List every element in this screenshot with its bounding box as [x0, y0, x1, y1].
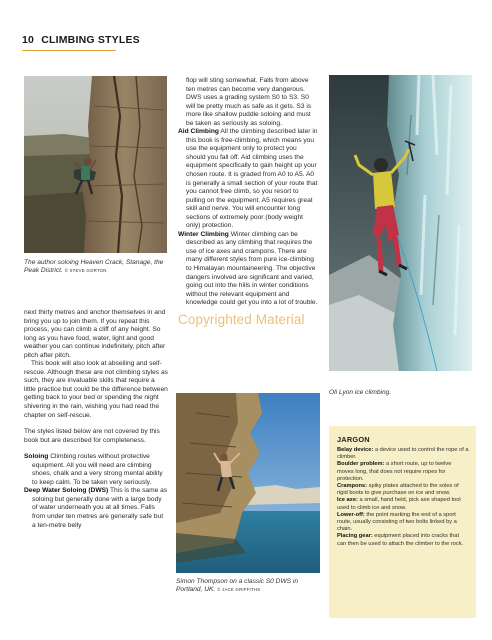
col1-paragraph-3: The styles listed below are not covered by this book but are described for completeness.: [24, 428, 160, 444]
photo-dws: [176, 393, 320, 573]
photo-stanage-image: [24, 76, 167, 253]
definition-winter-climbing: Winter Climbing Winter climbing can be described as any climbing that requires the use of ice axes and crampons. There are many different styles from pure ice-climbing to Himalayan mountaineering. The objective dangers involved are significant and varied, going out into the hills in winter conditions without the relevant equipment and knowledge could get you into a lot of trouble.: [178, 230, 318, 307]
jargon-box: [329, 426, 476, 618]
definition-aid-climbing: Aid Climbing All the climbing described later in this book is free-climbing, which means you use the equipment only to protect you should you fall off. Aid climbing uses the equipment specifically to gain height up your chosen route. It is graded from A0 to A5. A0 is generally a small section of your route that you cannot free climb, so you resort to pulling on the equipment. A5 requires great skill and nerve. You will encounter long sections of extremely poor (body weight only) protection.: [178, 128, 318, 230]
jargon-title: JARGON: [337, 435, 370, 444]
col2-dws-continued: flop will sting somewhat. Falls from above ten metres can become very dangerous. DWS uses a grading system S0 to S3. S0 will be pretty much as safe as it gets. S3 is more like shallow puddle soloing and must be taken as seriously as soloing.: [186, 77, 312, 127]
photo-stanage: [24, 76, 167, 253]
term-soloing: Soloing: [24, 453, 49, 461]
caption-dws-credit: © JACK GRIFFITHS: [217, 587, 261, 593]
jargon-entry: Lower-off: the point marking the end of a sport route, usually consisting of two bolts linked by a chain.: [337, 511, 457, 533]
term-aid-climbing: Aid Climbing: [178, 128, 219, 136]
col1-paragraph-2: This book will also look at abseiling and self-rescue. Although these are not climbing styles as such, they are invaluable skills that require a little practice but could be the difference between getting back to your bed or spending the night shivering in the rain, wishing you had read the chapter on self-rescue.: [24, 360, 168, 419]
photo-ice-climbing: [329, 75, 472, 371]
caption-stanage-credit: © STEVE GORTON: [64, 268, 107, 274]
watermark: Copyrighted Material: [178, 312, 305, 327]
text-column-1: [24, 309, 168, 530]
photo-ice-climbing-image: [329, 75, 472, 371]
jargon-entry: Belay device: a device used to control the rope of a climber.: [337, 447, 469, 461]
chapter-title: CLIMBING STYLES: [41, 34, 140, 46]
header-rule: [22, 50, 116, 51]
term-dws: Deep Water Soloing (DWS): [24, 487, 109, 495]
caption-dws: Simon Thompson on a classic S0 DWS in Portland, UK. © JACK GRIFFITHS: [176, 578, 299, 594]
photo-dws-image: [176, 393, 320, 573]
text-column-2: [178, 77, 318, 308]
definition-soloing: Soloing Climbing routes without protective equipment. All you will need are climbing shoes, chalk and a very strong mental ability to keep calm. To be taken very seriously.: [24, 453, 163, 486]
jargon-entry: Crampons: spiky plates attached to the soles of rigid boots to give purchase on ice and snow.: [337, 483, 459, 497]
page-number: 10: [22, 34, 35, 46]
jargon-entry: Boulder problem: a short route, up to twelve moves long, that does not require ropes for protection.: [337, 461, 452, 482]
definition-dws: Deep Water Soloing (DWS) This is the same as soloing but generally done with a large body of water underneath you at all times. Falls from under ten metres are generally safe but a ten-metre belly: [24, 487, 168, 529]
caption-stanage: The author soloing Heaven Crack, Stanage, the Peak District. © STEVE GORTON: [24, 259, 164, 275]
term-winter-climbing: Winter Climbing: [178, 230, 229, 238]
col1-paragraph-1: next thirty metres and anchor themselves in and bring you up to join them. If you repeat this process, you can climb a cliff of any height. So long as you have food, water, light and good weather you can continue indefinitely, pitch after pitch after pitch.: [24, 309, 166, 359]
page-header: [22, 34, 140, 46]
jargon-entry: Ice axe: a small, hand held, pick axe shaped tool used to climb ice and snow.: [337, 497, 461, 511]
caption-ice-climbing: Oli Lyon ice climbing.: [329, 389, 392, 396]
jargon-entry: Placing gear: equipment placed into cracks that can then be used to attach the climber to the rock.: [337, 533, 464, 547]
